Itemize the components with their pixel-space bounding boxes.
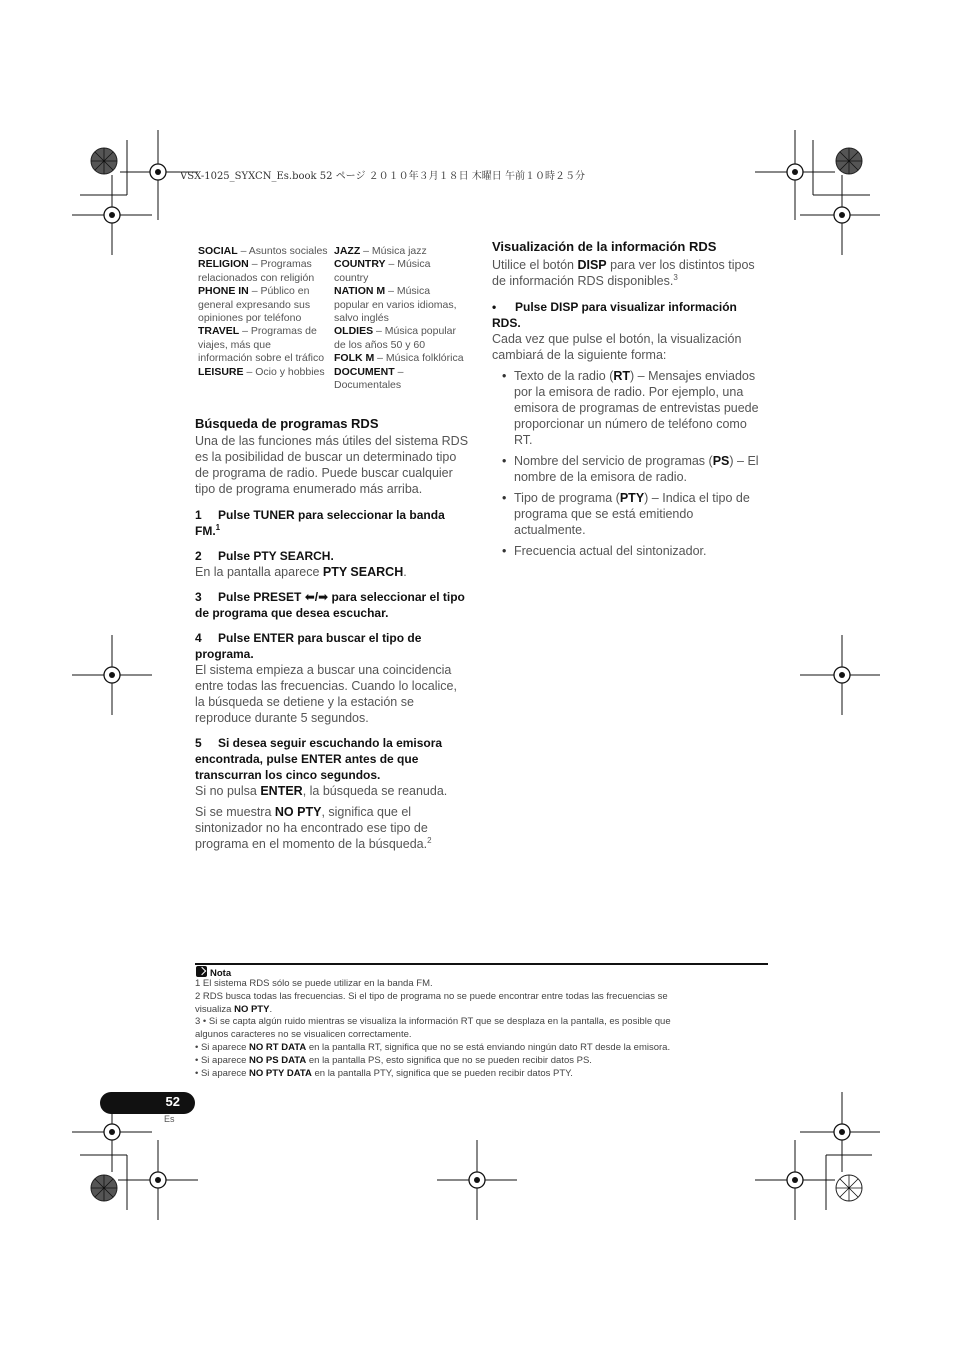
display-intro: Utilice el botón DISP para ver los distintos tipos de información RDS disponibles.$^3$ [492,258,755,288]
pty-item: DOCUMENT – Documentales [334,365,404,392]
pty-item: COUNTRY – Música country [334,258,431,284]
step-1: 1 Pulse TUNER para seleccionar la banda FM.$^1$ [195,508,445,538]
step-4: 4 Pulse ENTER para buscar el tipo de programa. [195,631,422,661]
footnote-3-pty: • Si aparece NO PTY DATA en la pantalla PTY, significa que se pueden recibir datos PTY. [195,1067,573,1079]
footnote-3: 3 • Si se capta algún ruido mientras se visualiza la información RT que se desplaza en la pantalla, es posible que [195,1016,671,1028]
footnote-3-rt: • Si aparece NO RT DATA en la pantalla RT, significa que no se está enviando ningún dato RT desde la emisora. [195,1041,671,1053]
list-item: • Tipo de programa (PTY) – Indica el tipo de programa que se está emitiendo actualmente. [492,490,768,538]
display-body: Cada vez que pulse el botón, la visualización cambiará de la siguiente forma: [492,332,742,362]
step-2: 2 Pulse PTY SEARCH. [195,549,334,563]
pty-item: JAZZ – Música jazz [334,245,427,257]
step-5: 5 Si desea seguir escuchando la emisora encontrada, pulse ENTER antes de que transcurran los cinco segundos. [195,736,443,782]
search-intro: Una de las funciones más útiles del sistema RDS es la posibilidad de buscar un determinado tipo de programa de radio. Puede buscar cualquier tipo de programa enumerado más arriba. [195,434,469,496]
pty-item: NATION M – Música popular en varios idiomas, salvo inglés [334,285,457,325]
page-number-badge [100,1092,195,1114]
note-icon [196,966,207,977]
page-number: 52 [165,1094,180,1109]
pty-item: LEISURE – Ocio y hobbies [198,365,325,378]
pty-list-right [334,245,466,392]
display-section [492,239,768,564]
list-item: • Nombre del servicio de programas (PS) – El nombre de la emisora de radio. [492,453,768,485]
display-mode-list [492,368,768,559]
footnote-3-cont: algunos caracteres no se visualicen correctamente. [195,1029,412,1041]
pty-item: SOCIAL – Asuntos sociales [198,245,328,257]
display-step: • Pulse DISP para visualizar información RDS. [492,300,737,330]
step-5-body: Si no pulsa ENTER, la búsqueda se reanuda. [195,784,448,798]
search-section [195,416,470,852]
step-3: 3 Pulse PRESET ⬅/➡ para seleccionar el tipo de programa que desea escuchar. [195,590,465,620]
no-pty-note: Si se muestra NO PTY, significa que el sintonizador no ha encontrado ese tipo de programa en el momento de la búsqueda.$^2$ [195,805,432,851]
notes-divider [195,963,768,965]
pty-item: FOLK M – Música folklórica [334,352,464,365]
display-heading: Visualización de la información RDS [492,239,717,254]
pty-item: PHONE IN – Público en general expresando sus opiniones por teléfono [198,285,311,325]
footnote-1: 1 El sistema RDS sólo se puede utilizar en la banda FM. [195,978,433,989]
step-2-body: En la pantalla aparece PTY SEARCH. [195,565,407,579]
search-heading: Búsqueda de programas RDS [195,416,379,431]
footnote-2: 2 RDS busca todas las frecuencias. Si el tipo de programa no se puede encontrar entre todas las frecuencias se [195,990,668,1002]
pty-item: RELIGION – Programas relacionados con religión [198,258,315,284]
footnote-3-ps: • Si aparece NO PS DATA en la pantalla PS, esto significa que no se pueden recibir datos PS. [195,1054,592,1066]
list-item: • Texto de la radio (RT) – Mensajes enviados por la emisora de radio. Por ejemplo, una emisora de programas de entrevistas puede proporcionar un número de teléfono como RT. [492,368,768,448]
footnote-2-cont: visualiza NO PTY. [195,1003,273,1015]
pty-list-left [198,245,328,379]
file-header: VSX-1025_SYXCN_Es.book 52 ページ ２０１０年３月１８日 木曜日 午前１０時２５分 [180,171,585,182]
pty-item: OLDIES – Música popular de los años 50 y 60 [334,325,456,351]
page-language: Es [164,1114,175,1124]
list-item: • Frecuencia actual del sintonizador. [492,543,768,559]
notes-heading: Nota [196,966,231,979]
step-4-body: El sistema empieza a buscar una coincidencia entre todas las frecuencias. Cuando lo localice, la búsqueda se detiene y la estación se reproduce durante 5 segundos. [195,663,457,725]
footnotes [195,978,770,1080]
pty-item: TRAVEL – Programas de viajes, más que información sobre el tráfico [198,325,325,365]
